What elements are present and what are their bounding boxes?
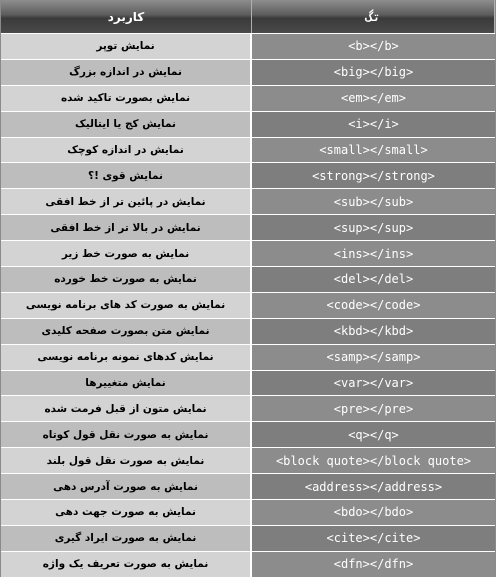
- table-row: [1, 59, 495, 85]
- tag-cell: <small></small>: [252, 138, 495, 163]
- usage-cell: نمایش در پائین تر از خط افقی: [1, 189, 252, 214]
- usage-cell: نمایش به صورت خط خورده: [1, 267, 252, 292]
- usage-cell: نمایش در اندازه کوچک: [1, 138, 252, 163]
- tag-cell: <code></code>: [252, 293, 495, 318]
- usage-cell: نمایش متغییرها: [1, 371, 252, 396]
- tag-cell: <var></var>: [252, 371, 495, 396]
- table-row: [1, 525, 495, 551]
- table-row: [1, 395, 495, 421]
- usage-cell: نمایش به صورت ایراد گیری: [1, 526, 252, 551]
- tag-cell: <bdo></bdo>: [252, 500, 495, 525]
- usage-cell: نمایش توپر: [1, 34, 252, 59]
- table-row: [1, 292, 495, 318]
- tag-cell: <del></del>: [252, 267, 495, 292]
- table-row: [1, 214, 495, 240]
- tag-cell: <samp></samp>: [252, 345, 495, 370]
- usage-cell: نمایش کدهای نمونه برنامه نویسی: [1, 345, 252, 370]
- table-row: [1, 266, 495, 292]
- tag-cell: <sup></sup>: [252, 215, 495, 240]
- usage-cell: نمایش بصورت تاکید شده: [1, 86, 252, 111]
- usage-cell: نمایش متن بصورت صفحه کلیدی: [1, 319, 252, 344]
- table-row: [1, 473, 495, 499]
- tag-column-header: تگ: [252, 0, 495, 33]
- tag-cell: <sub></sub>: [252, 189, 495, 214]
- usage-cell: نمایش در اندازه بزرگ: [1, 60, 252, 85]
- table-row: [1, 188, 495, 214]
- tag-cell: <dfn></dfn>: [252, 552, 495, 577]
- usage-cell: نمایش قوی !؟: [1, 163, 252, 188]
- table-header-row: [1, 0, 495, 33]
- usage-cell: نمایش متون از قبل فرمت شده: [1, 396, 252, 421]
- tag-cell: <kbd></kbd>: [252, 319, 495, 344]
- tag-cell: <pre></pre>: [252, 396, 495, 421]
- usage-cell: نمایش به صورت تعریف یک واژه: [1, 552, 252, 577]
- tag-cell: <block quote></block quote>: [252, 448, 495, 473]
- table-row: [1, 447, 495, 473]
- usage-cell: نمایش به صورت نقل قول کوتاه: [1, 422, 252, 447]
- usage-cell: نمایش به صورت آدرس دهی: [1, 474, 252, 499]
- table-body: [1, 33, 495, 577]
- usage-cell: نمایش به صورت کد های برنامه نویسی: [1, 293, 252, 318]
- table-row: [1, 344, 495, 370]
- usage-cell: نمایش به صورت جهت دهی: [1, 500, 252, 525]
- tag-cell: <ins></ins>: [252, 241, 495, 266]
- tag-cell: <em></em>: [252, 86, 495, 111]
- table-row: [1, 370, 495, 396]
- table-row: [1, 33, 495, 59]
- tag-cell: <q></q>: [252, 422, 495, 447]
- table-row: [1, 85, 495, 111]
- tag-cell: <big></big>: [252, 60, 495, 85]
- tag-cell: <address></address>: [252, 474, 495, 499]
- tag-cell: <cite></cite>: [252, 526, 495, 551]
- table-row: [1, 137, 495, 163]
- usage-cell: نمایش به صورت خط زیر: [1, 241, 252, 266]
- usage-cell: نمایش کج یا ایتالیک: [1, 112, 252, 137]
- usage-cell: نمایش در بالا تر از خط افقی: [1, 215, 252, 240]
- usage-cell: نمایش به صورت نقل قول بلند: [1, 448, 252, 473]
- table-row: [1, 421, 495, 447]
- tag-cell: <i></i>: [252, 112, 495, 137]
- table-row: [1, 499, 495, 525]
- table-row: [1, 551, 495, 577]
- table-row: [1, 318, 495, 344]
- table-row: [1, 240, 495, 266]
- tag-cell: <b></b>: [252, 34, 495, 59]
- table-row: [1, 111, 495, 137]
- tag-cell: <strong></strong>: [252, 163, 495, 188]
- table-row: [1, 162, 495, 188]
- usage-column-header: کاربرد: [1, 0, 252, 33]
